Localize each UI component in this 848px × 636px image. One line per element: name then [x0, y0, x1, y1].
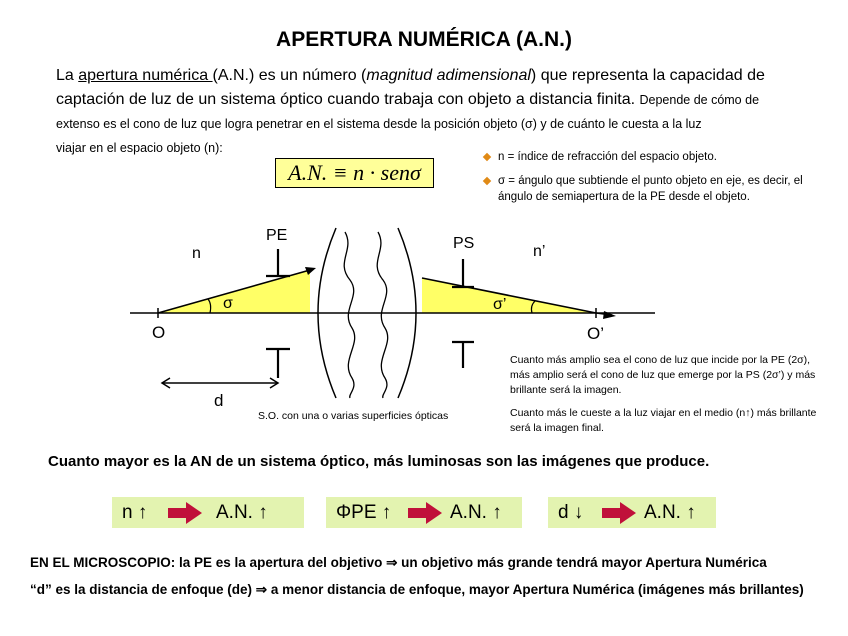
o-prime-label: O’	[587, 324, 604, 343]
key-statement: Cuanto mayor es la AN de un sistema óptico, más luminosas son las imágenes que produce.	[48, 453, 710, 470]
o-label: O	[152, 323, 166, 342]
intro-italic: magnitud adimensional	[366, 67, 531, 84]
relation-rhs: A.N. ↑	[216, 502, 268, 523]
footer-line: EN EL MICROSCOPIO: la PE es la apertura del objetivo ⇒ un objetivo más grande tendrá mayor Apertura Numérica	[30, 555, 767, 570]
intro-text: captación de luz de un sistema óptico cuando trabaja con objeto a distancia finita.	[56, 91, 640, 108]
sigma-label: σ	[223, 295, 233, 312]
implies-arrow-icon	[408, 502, 442, 524]
footer-line: “d” es la distancia de enfoque (de) ⇒ a menor distancia de enfoque, mayor Apertura Numérica (imágenes más brillantes)	[30, 582, 804, 597]
intro-text: La	[56, 67, 79, 84]
intro-text: ) que representa la capacidad de	[530, 67, 765, 84]
intro-small: Depende de cómo de	[639, 93, 760, 107]
n-right-label: n’	[533, 243, 546, 260]
intro-text: (A.N.) es un número (	[212, 67, 367, 84]
bullet-text: n = índice de refracción del espacio objeto.	[498, 151, 717, 163]
n-left-label: n	[192, 245, 201, 262]
relation-box	[326, 497, 522, 528]
ps-label: PS	[453, 235, 475, 252]
intro-term: apertura numérica	[78, 67, 213, 84]
relation-lhs: d ↓	[558, 502, 584, 523]
relation-lhs: n ↑	[122, 502, 148, 523]
intro-small: extenso es el cono de luz que logra penetrar en el sistema desde la posición objeto (σ) y de cuánto le cuesta a la luz	[56, 117, 702, 131]
intro-small: viajar en el espacio objeto (n):	[56, 141, 223, 155]
relation-lhs: ΦPE ↑	[336, 502, 392, 523]
implies-arrow-icon	[602, 502, 636, 524]
bullet-text: σ = ángulo que subtiende el punto objeto en eje, es decir, el ángulo de semiapertura de la PE desde el objeto.	[498, 175, 803, 203]
lens-inner-surface	[344, 232, 354, 398]
relation-box	[548, 497, 716, 528]
lens-inner-surface	[377, 232, 387, 398]
diagram-caption: S.O. con una o varias superficies ópticas	[258, 410, 449, 422]
note-text: Cuanto más amplio sea el cono de luz que incide por la PE (2σ), más amplio será el cono de luz que emerge por la PS (2σ’) y más brillante será la imagen.	[510, 354, 816, 396]
page-title: APERTURA NUMÉRICA (A.N.)	[276, 28, 572, 51]
pe-label: PE	[266, 227, 288, 244]
note-text: Cuanto más le cueste a la luz viajar en el medio (n↑) más brillante será la imagen final.	[510, 407, 817, 434]
formula-box: A.N. ≡ n · senσ	[275, 158, 434, 188]
implies-arrow-icon	[168, 502, 202, 524]
relation-rhs: A.N. ↑	[450, 502, 502, 523]
relation-rhs: A.N. ↑	[644, 502, 696, 523]
d-label: d	[214, 391, 224, 410]
relation-box	[112, 497, 304, 528]
sigma-prime-label: σ’	[493, 296, 507, 313]
